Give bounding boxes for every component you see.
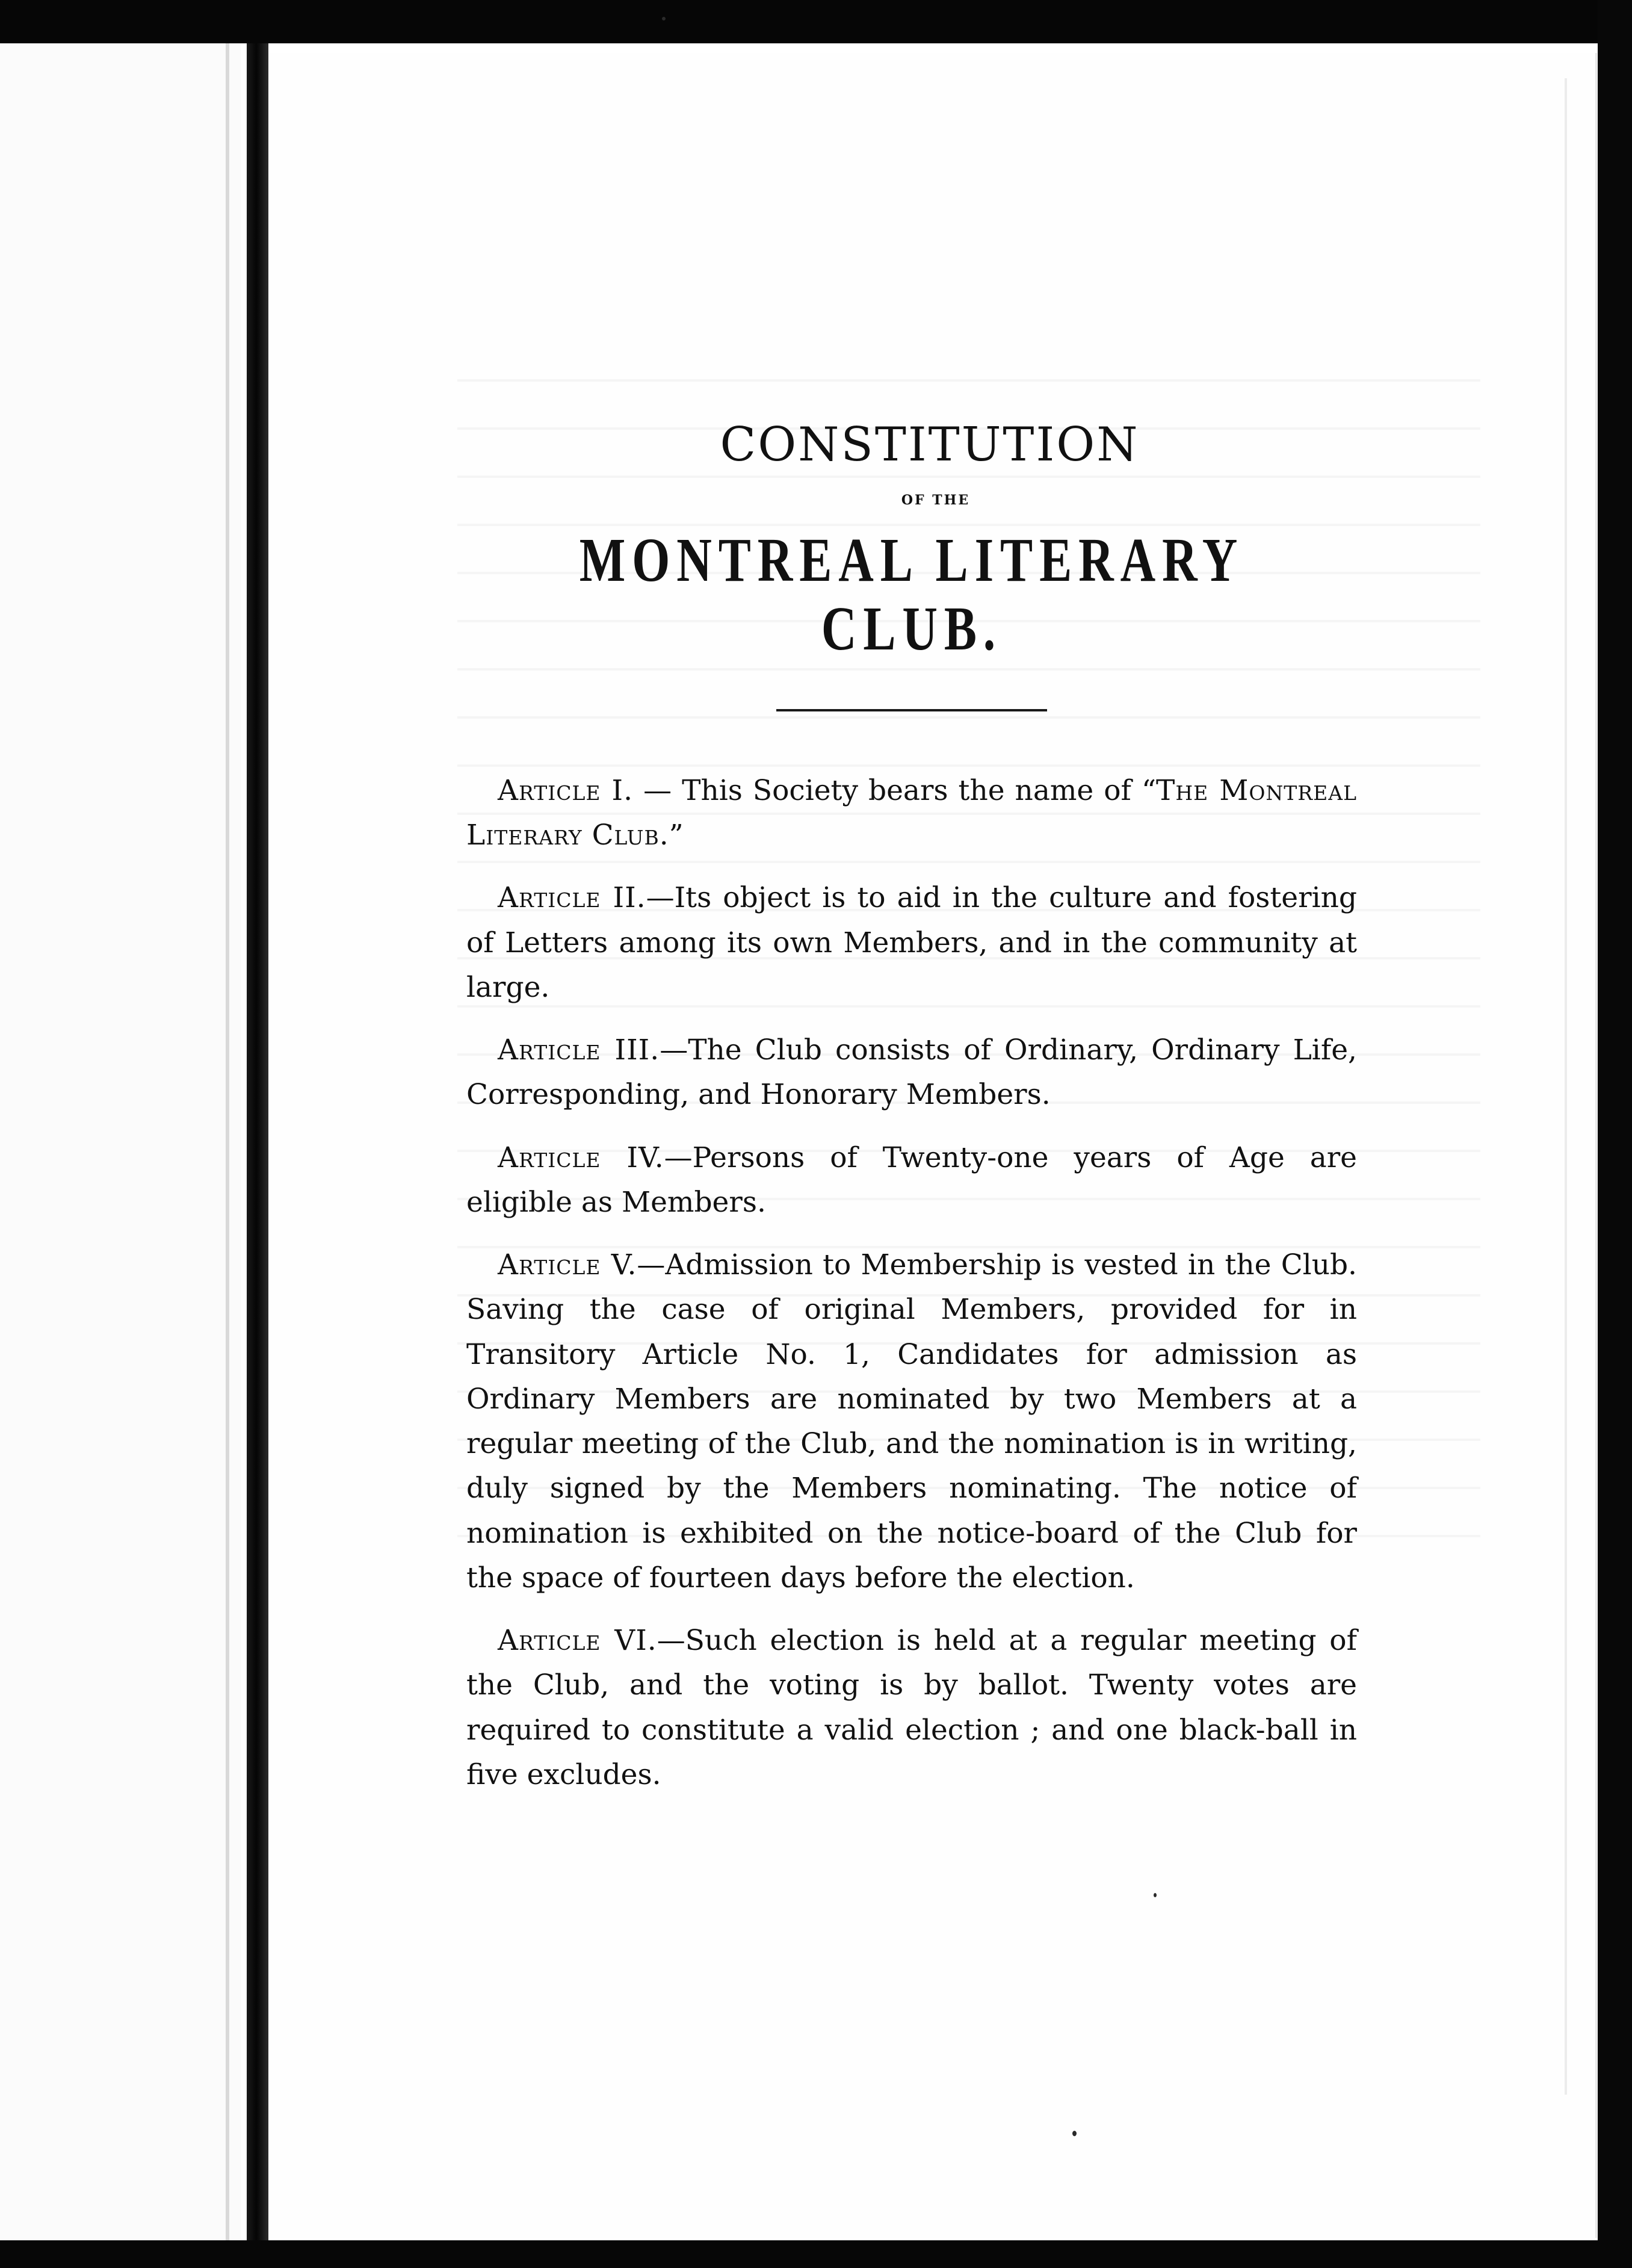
article-4 [466,1136,1357,1225]
article-5 [466,1243,1357,1600]
document-body [466,418,1357,1815]
section-divider [776,709,1047,711]
ink-speck [1072,2131,1077,2136]
article-text: —Its object is to aid in the culture and fostering of Letters among its own Members, and in the community at large. [466,881,1357,1004]
scan-border-top [0,0,1632,43]
article-text: —Persons of Twenty-one years of Age are eligible as Members. [466,1141,1357,1219]
article-heading: Article VI. [498,1624,657,1658]
article-6 [466,1619,1357,1797]
article-heading: Article I. [498,773,634,807]
club-name-heading: MONTREAL LITERARY CLUB. [579,525,1244,664]
scan-border-right [1598,0,1632,2268]
article-2 [466,876,1357,1010]
article-text: —The Club consists of Ordinary, Ordinary Life, Corresponding, and Honorary Members. [466,1033,1357,1112]
article-text: —Admission to Membership is vested in the Club. Saving the case of original Members, provided for in Transitory Article No. 1, Candidates for admission as Ordinary Members are nominated by two Members at a regular meeting of the Club, and the nomination is in writing, duly signed by the Members nominating. The notice of nomination is exhibited on the notice-board of the Club for the space of fourteen days before the election. [466,1248,1357,1594]
article-heading: Article II. [498,881,646,915]
facing-page-left [0,43,241,2240]
club-name-caps: The Montreal Literary Club. [466,773,1357,852]
article-3 [466,1028,1357,1118]
article-text: — This Society bears the name of “ [643,773,1156,807]
document-subtitle: OF THE [901,492,971,508]
facing-page-edge [226,43,229,2240]
ink-speck [1154,1893,1157,1897]
document-title: CONSTITUTION [720,418,1140,472]
article-1 [466,769,1357,858]
ink-speck [662,17,666,20]
article-heading: Article III. [498,1033,660,1067]
articles-list [466,769,1357,1797]
page-edge-shadow [1565,78,1567,2095]
article-text: —Such election is held at a regular meeting of the Club, and the voting is by ballot. Twenty votes are required to constitute a valid election ; and one black-ball in five excludes. [466,1624,1357,1791]
article-heading: Article IV. [498,1141,664,1174]
scan-border-bottom [0,2240,1632,2268]
book-gutter [247,43,268,2240]
article-heading: Article V. [498,1248,637,1282]
closing-quote: ” [669,819,684,852]
